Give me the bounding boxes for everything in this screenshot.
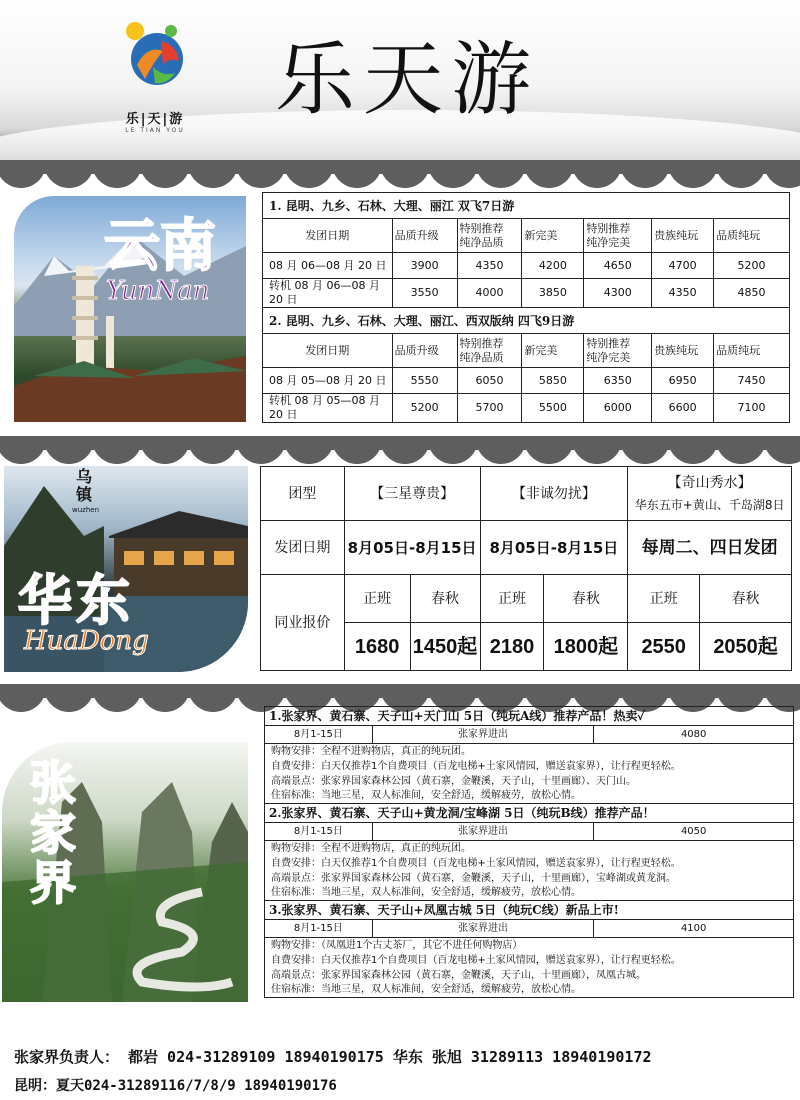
table-cell: 3850: [522, 279, 584, 308]
table-cell: 7100: [714, 394, 790, 423]
header-banner: [0, 0, 800, 160]
table-header-cell: 品质升级: [392, 219, 457, 253]
scallop-shape: [668, 160, 718, 188]
table-cell: 4700: [652, 253, 714, 279]
logo-icon: [123, 15, 187, 95]
row-label-price: 同业报价: [261, 575, 345, 671]
price-class-label: 春秋: [544, 575, 628, 623]
table-header-cell: 特别推荐 纯净完美: [584, 334, 652, 368]
scallop-shape: [764, 160, 800, 188]
scallop-shape: [428, 436, 478, 464]
route-price: 4050: [594, 823, 794, 841]
scallop-shape: [188, 684, 238, 712]
brand-logo: [115, 15, 195, 135]
scallop-shape: [44, 160, 94, 188]
scallop-shape: [716, 160, 766, 188]
route-detail-line: 自费安排：白天仅推荐1个自费项目（百龙电梯+土家风情园，赠送袁家界），让行程更轻松。: [265, 953, 794, 968]
table-header-cell: 发团日期: [263, 334, 393, 368]
table-cell: 5200: [714, 253, 790, 279]
scallop-shape: [44, 436, 94, 464]
route-detail-line: 住宿标准：当地三星，双人标准间，安全舒适，缓解疲劳，放松心情。: [265, 983, 794, 998]
scallop-shape: [380, 160, 430, 188]
huadong-image-caption: 乌镇: [76, 467, 93, 504]
scallop-shape: [188, 160, 238, 188]
yunnan-photo: [14, 196, 246, 422]
scallop-shape: [476, 436, 526, 464]
route-date: 8月1-15日: [265, 920, 373, 938]
price-value: 2050起: [700, 623, 792, 671]
row-label-departure: 发团日期: [261, 521, 345, 575]
scallop-shape: [620, 436, 670, 464]
route-detail-line: 购物安排：全程不进购物店，真正的纯玩团。: [265, 841, 794, 856]
table-cell: 08 月 06—08 月 20 日: [263, 253, 393, 279]
price-value: 1450起: [410, 623, 480, 671]
table-header-cell: 新完美: [522, 334, 584, 368]
route-from: 张家界进出: [372, 823, 594, 841]
yunnan-image-subtitle: YunNan: [106, 276, 210, 306]
scallop-shape: [140, 436, 190, 464]
scallop-shape: [332, 160, 382, 188]
price-value: 2180: [480, 623, 544, 671]
price-value: 2550: [628, 623, 700, 671]
table-cell: 08 月 05—08 月 20 日: [263, 368, 393, 394]
scallop-shape: [284, 160, 334, 188]
table-cell: 4350: [652, 279, 714, 308]
scallop-shape: [764, 436, 800, 464]
table-header-cell: 特别推荐 纯净完美: [584, 219, 652, 253]
tour-name: 【三星尊贵】: [344, 467, 480, 521]
route-price: 4100: [594, 920, 794, 938]
huadong-image-caption-en: wuzhen: [72, 506, 100, 514]
scallop-shape: [92, 160, 142, 188]
huadong-image-subtitle: HuaDong: [24, 626, 149, 656]
scallop-shape: [524, 436, 574, 464]
table-header-cell: 发团日期: [263, 219, 393, 253]
route-detail-line: 高端景点：张家界国家森林公园（黄石寨，金鞭溪，天子山，十里画廊），宝峰湖或黄龙洞。: [265, 871, 794, 886]
route-detail-line: 住宿标准：当地三星，双人标准间，安全舒适，缓解疲劳，放松心情。: [265, 886, 794, 901]
table-cell: 7450: [714, 368, 790, 394]
page-title: 乐天游: [275, 33, 539, 126]
tour-name: 【非诚勿扰】: [480, 467, 628, 521]
scallop-shape: [716, 436, 766, 464]
table-cell: 6350: [584, 368, 652, 394]
scallop-shape: [620, 160, 670, 188]
table-cell: 4650: [584, 253, 652, 279]
scallop-shape: [572, 160, 622, 188]
route-from: 张家界进出: [372, 920, 594, 938]
table-cell: 5200: [392, 394, 457, 423]
route-date: 8月1-15日: [265, 726, 373, 744]
table-cell: 4850: [714, 279, 790, 308]
table-cell: 5500: [522, 394, 584, 423]
table-header-cell: 新完美: [522, 219, 584, 253]
scallop-shape: [140, 684, 190, 712]
price-value: 1800起: [544, 623, 628, 671]
table-cell: 4200: [522, 253, 584, 279]
price-class-label: 正班: [344, 575, 410, 623]
logo-subtext: LE TIAN YOU: [125, 127, 185, 134]
tour-departure-date: 每周二、四日发团: [628, 521, 792, 575]
scallop-shape: [236, 436, 286, 464]
table-cell: 6600: [652, 394, 714, 423]
table-cell: 5850: [522, 368, 584, 394]
table-cell: 转机 08 月 05—08 月 20 日: [263, 394, 393, 423]
yunnan-price-table: [262, 192, 790, 423]
yunnan-image-title: 云南: [104, 214, 216, 279]
route-detail-line: 住宿标准：当地三星，双人标准间，安全舒适，缓解疲劳，放松心情。: [265, 789, 794, 804]
table-cell: 5550: [392, 368, 457, 394]
zhangjiajie-image-title: 张家界: [30, 756, 76, 910]
price-value: 1680: [344, 623, 410, 671]
scallop-shape: [0, 436, 46, 464]
scallop-shape: [572, 436, 622, 464]
route-title: 2.张家界、黄石寨、天子山+黄龙洞/宝峰湖 5日（纯玩B线）推荐产品！: [265, 804, 794, 823]
scallop-shape: [92, 684, 142, 712]
scallop-shape: [44, 684, 94, 712]
table-cell: 5700: [457, 394, 522, 423]
price-class-label: 正班: [480, 575, 544, 623]
route-title: 1.张家界、黄石寨、天子山+天门山 5日（纯玩A线）推荐产品！热卖✓: [265, 707, 794, 726]
table-cell: 6050: [457, 368, 522, 394]
scallop-shape: [380, 436, 430, 464]
table-cell: 转机 08 月 06—08 月 20 日: [263, 279, 393, 308]
scallop-shape: [188, 436, 238, 464]
scallop-shape: [92, 436, 142, 464]
row-label-tour-type: 团型: [261, 467, 345, 521]
table-header-cell: 贵族纯玩: [652, 219, 714, 253]
table-cell: 3900: [392, 253, 457, 279]
route-detail-line: 自费安排：白天仅推荐1个自费项目（百龙电梯+土家风情园，赠送袁家界），让行程更轻松。: [265, 759, 794, 774]
table-cell: 6950: [652, 368, 714, 394]
price-class-label: 春秋: [700, 575, 792, 623]
table-cell: 6000: [584, 394, 652, 423]
route-price: 4080: [594, 726, 794, 744]
tour-departure-date: 8月05日-8月15日: [480, 521, 628, 575]
table-header-cell: 品质纯玩: [714, 219, 790, 253]
route-date: 8月1-15日: [265, 823, 373, 841]
table-cell: 4000: [457, 279, 522, 308]
tour-departure-date: 8月05日-8月15日: [344, 521, 480, 575]
zhangjiajie-photo: [2, 742, 248, 1002]
huadong-image-title: 华东: [18, 569, 134, 632]
table-cell: 3550: [392, 279, 457, 308]
route-title: 3.张家界、黄石寨、天子山+凤凰古城 5日（纯玩C线）新品上市!: [265, 901, 794, 920]
route-detail-line: 购物安排：（凤凰进1个古丈茶厂，其它不进任何购物店）: [265, 938, 794, 953]
route-from: 张家界进出: [372, 726, 594, 744]
table-header-cell: 贵族纯玩: [652, 334, 714, 368]
route-detail-line: 购物安排：全程不进购物店，真正的纯玩团。: [265, 744, 794, 759]
scallop-shape: [428, 160, 478, 188]
table-cell: 4350: [457, 253, 522, 279]
scallop-shape: [236, 160, 286, 188]
footer-contact-line2: 昆明：夏天024-31289116/7/8/9 18940190176: [14, 1078, 337, 1094]
yunnan-route2-title: 2. 昆明、九乡、石林、大理、丽江、西双版纳 四飞9日游: [263, 308, 790, 334]
table-header-cell: 特别推荐 纯净品质: [457, 219, 522, 253]
table-cell: 4300: [584, 279, 652, 308]
tour-name: 【奇山秀水】: [667, 474, 752, 491]
table-header-cell: 品质升级: [392, 334, 457, 368]
route-detail-line: 高端景点：张家界国家森林公园（黄石寨，金鞭溪，天子山，十里画廊），凤凰古城。: [265, 968, 794, 983]
scallop-shape: [524, 160, 574, 188]
huadong-price-table: [260, 466, 792, 671]
table-header-cell: 特别推荐 纯净品质: [457, 334, 522, 368]
scallop-shape: [668, 436, 718, 464]
scallop-shape: [284, 436, 334, 464]
tour-description: 华东五市+黄山、千岛湖8日: [634, 497, 785, 512]
table-header-cell: 品质纯玩: [714, 334, 790, 368]
zhangjiajie-route-table: [264, 706, 794, 998]
footer-contact-line1: 张家界负责人： 都岩 024-31289109 18940190175 华东 张旭 31289113 18940190172: [14, 1048, 652, 1066]
huadong-photo: [4, 466, 248, 672]
logo-text: 乐|天|游: [125, 112, 185, 127]
scallop-shape: [476, 160, 526, 188]
scallop-shape: [0, 160, 46, 188]
scallop-shape: [140, 160, 190, 188]
yunnan-route1-title: 1. 昆明、九乡、石林、大理、丽江 双飞7日游: [263, 193, 790, 219]
scallop-shape: [332, 436, 382, 464]
tour-name-cell: [628, 467, 792, 521]
scallop-shape: [0, 684, 46, 712]
route-detail-line: 自费安排：白天仅推荐1个自费项目（百龙电梯+土家风情园，赠送袁家界），让行程更轻松。: [265, 856, 794, 871]
price-class-label: 正班: [628, 575, 700, 623]
price-class-label: 春秋: [410, 575, 480, 623]
route-detail-line: 高端景点：张家界国家森林公园（黄石寨，金鞭溪，天子山，十里画廊）、天门山。: [265, 774, 794, 789]
